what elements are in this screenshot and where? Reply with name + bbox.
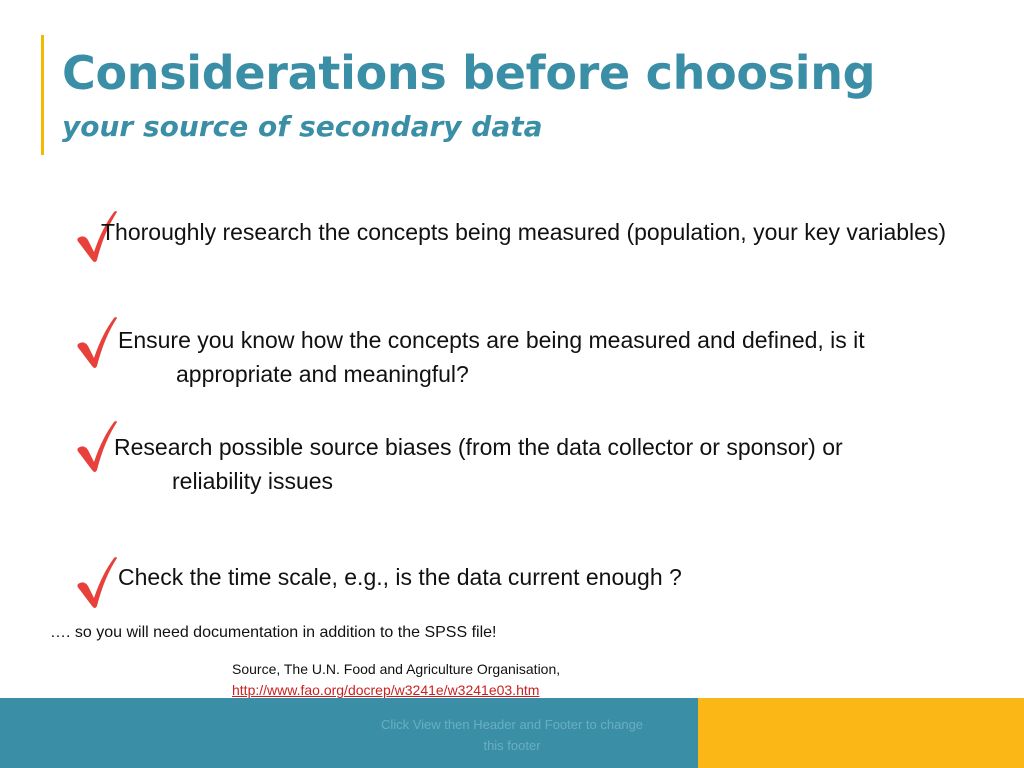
checkmark-icon xyxy=(74,418,118,474)
documentation-note: …. so you will need documentation in addition to the SPSS file! xyxy=(50,624,497,641)
checkmark-icon xyxy=(74,314,118,370)
bullet-text: Check the time scale, e.g., is the data current enough ? xyxy=(118,564,682,590)
footer-text: Click View then Header and Footer to change this footer xyxy=(380,717,644,753)
footer-gold-band xyxy=(698,698,1024,768)
source-link[interactable]: http://www.fao.org/docrep/w3241e/w3241e03.htm xyxy=(232,682,540,698)
slide-subtitle: your source of secondary data xyxy=(62,110,543,143)
slide-title: Considerations before choosing xyxy=(62,46,876,100)
bullet-text: Thoroughly research the concepts being measured (population, your key variables) xyxy=(101,219,947,245)
source-citation xyxy=(232,659,560,701)
source-label: Source, The U.N. Food and Agriculture Organisation, xyxy=(232,661,561,677)
bullet-text: Ensure you know how the concepts are being measured and defined, is it appropriate and meaningful? xyxy=(118,327,865,387)
checkmark-icon xyxy=(74,554,118,610)
title-accent-bar xyxy=(41,35,44,155)
bullet-text: Research possible source biases (from the data collector or sponsor) or reliability issues xyxy=(114,434,843,494)
